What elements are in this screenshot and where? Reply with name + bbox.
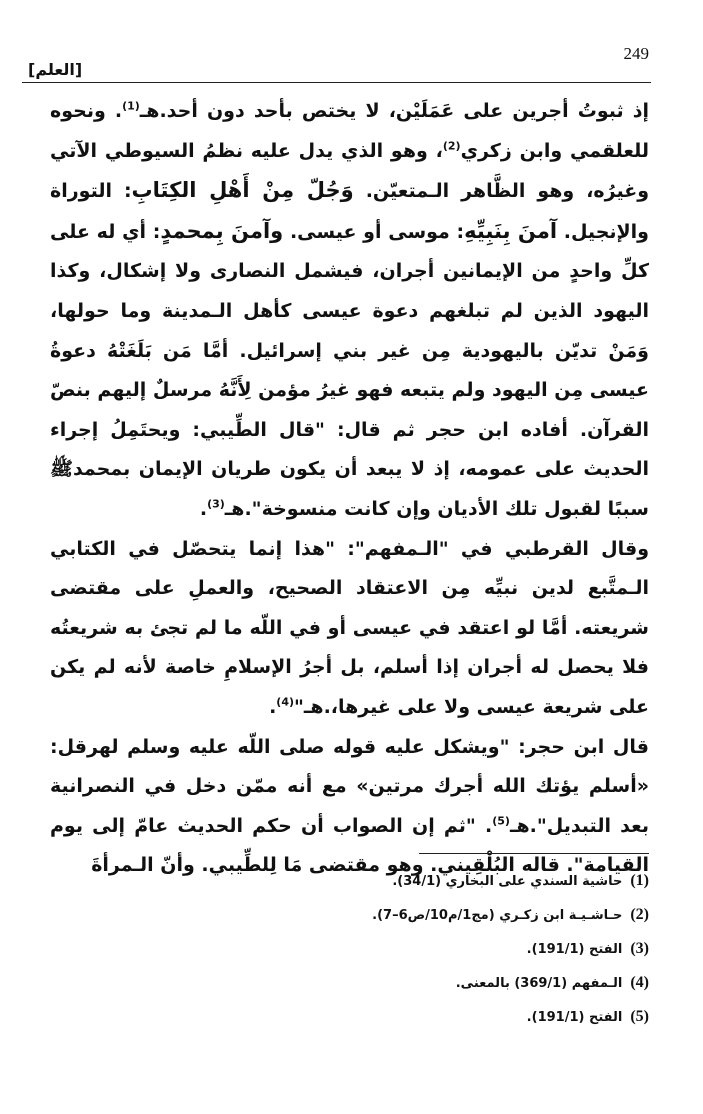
- footnote-ref-1: (1): [122, 99, 140, 113]
- footnote-5: [200, 1000, 649, 1034]
- footnote-number: (2): [630, 906, 649, 923]
- text-run: : موسى أو عيسى.: [283, 220, 465, 243]
- text-run: . ونحوه للعلقمي وابن زكري: [50, 100, 650, 162]
- text-run: ، وهو الذي يدل عليه نظمُ السيوطي الآتي وغيرُه، وهو الظَّاهر الـمتعيّن.: [50, 139, 649, 203]
- text-run: . "ثم إن الصواب أن حكم الحديث عامّ إلى يوم القيامة". قاله البُلْقِيني. وهو مقتضى مَا لِلطِّيبي. وأنّ الـمرأةَ: [50, 814, 649, 877]
- page-header: [22, 44, 651, 83]
- hadith-phrase: وآمنَ بِمحمدٍ: [160, 218, 284, 243]
- paragraph-2: [50, 530, 649, 728]
- text-run: : أي له على كلِّ واحدٍ من الإيمانين أجران، فيشمل النصارى ولا إشكال، وكذا اليهود الذين لم تبلغهم دعوة عيسى كأهل الـمدينة وما حولها، وَمَنْ تديّن باليهودية مِن غير بني إسرائيل. أمَّا مَن بَلَغَتْهُ دعوةُ عيسى مِن اليهود ولم يتبعه فهو غيرُ مؤمن لِأَنَّهُ مرسلٌ إليهم بنصّ القرآن. أفاده ابن حجر ثم قال: "قال الطِّيبي: ويحتَمِلُ إجراء الحديث على عمومه، إذ لا يبعد أن يكون طريان الإيمان بمحمدﷺ سببًا لقبول تلك الأديان وإن كانت منسوخة".هـ: [50, 220, 649, 520]
- footnotes: [200, 864, 649, 1034]
- footnote-4: [200, 966, 649, 1000]
- footnote-number: (1): [630, 872, 649, 889]
- page-number: 249: [623, 44, 649, 63]
- footnote-ref-4: (4): [276, 695, 294, 709]
- footnote-text: حاشية السندي على البخاري (34/1).: [392, 874, 623, 889]
- footnote-number: (4): [630, 974, 649, 991]
- footnote-ref-3: (3): [207, 497, 225, 511]
- footnote-text: الفتح (191/1).: [526, 1010, 623, 1025]
- footnote-divider: [419, 853, 649, 854]
- footnote-ref-5: (5): [492, 814, 510, 828]
- main-text: [50, 92, 649, 886]
- footnote-number: (3): [630, 940, 649, 957]
- footnote-ref-2: (2): [442, 139, 461, 153]
- paragraph-1: [50, 92, 649, 530]
- footnote-1: [200, 864, 649, 898]
- hadith-phrase: وَجُلّ مِنْ أَهْلِ الكِتَابِ: [131, 178, 354, 203]
- chapter-title: [العلم]: [28, 60, 83, 79]
- footnote-text: الـمفهم (369/1) بالمعنى.: [455, 976, 623, 991]
- text-run: قال ابن حجر: "ويشكل عليه قوله صلى اللّه عليه وسلم لهرقل: «أسلم يؤتك الله أجرك مرتين» مع أنه ممّن دخل في النصرانية بعد التبديل".هـ: [50, 735, 649, 837]
- hadith-phrase: آمنَ بِنَبِيِّهِ: [464, 218, 558, 243]
- footnote-text: الفتح (191/1).: [526, 942, 623, 957]
- text-run: .: [269, 695, 277, 718]
- text-run: وقال القرطبي في "الـمفهم": "هذا إنما يتحصّل في الكتابي الـمتَّبع لدين نبيِّه مِن الاعتقاد الصحيح، والعملِ على مقتضى شريعته. أمَّا لو اعتقد في عيسى أو في اللّه ما لم تجئ به شريعتُه فلا يحصل له أجران إذا أسلم، بل أجرُ الإسلامِ خاصة لأنه لم يكن على شريعة عيسى ولا على غيرها،.هـ": [50, 537, 649, 718]
- text-run: : التوراة والإنجيل.: [50, 180, 649, 243]
- footnote-2: [200, 898, 649, 932]
- footnote-text: حـاشـيـة ابن زكـري (مج1/م10/ص6–7).: [372, 908, 623, 923]
- footnote-number: (5): [630, 1008, 649, 1025]
- paragraph-3: [50, 728, 649, 886]
- footnote-3: [200, 932, 649, 966]
- text-run: إذ ثبوتُ أجرين على عَمَلَيْن، لا يختص بأحد دون أحد.هـ: [139, 100, 649, 122]
- text-run: .: [199, 497, 208, 520]
